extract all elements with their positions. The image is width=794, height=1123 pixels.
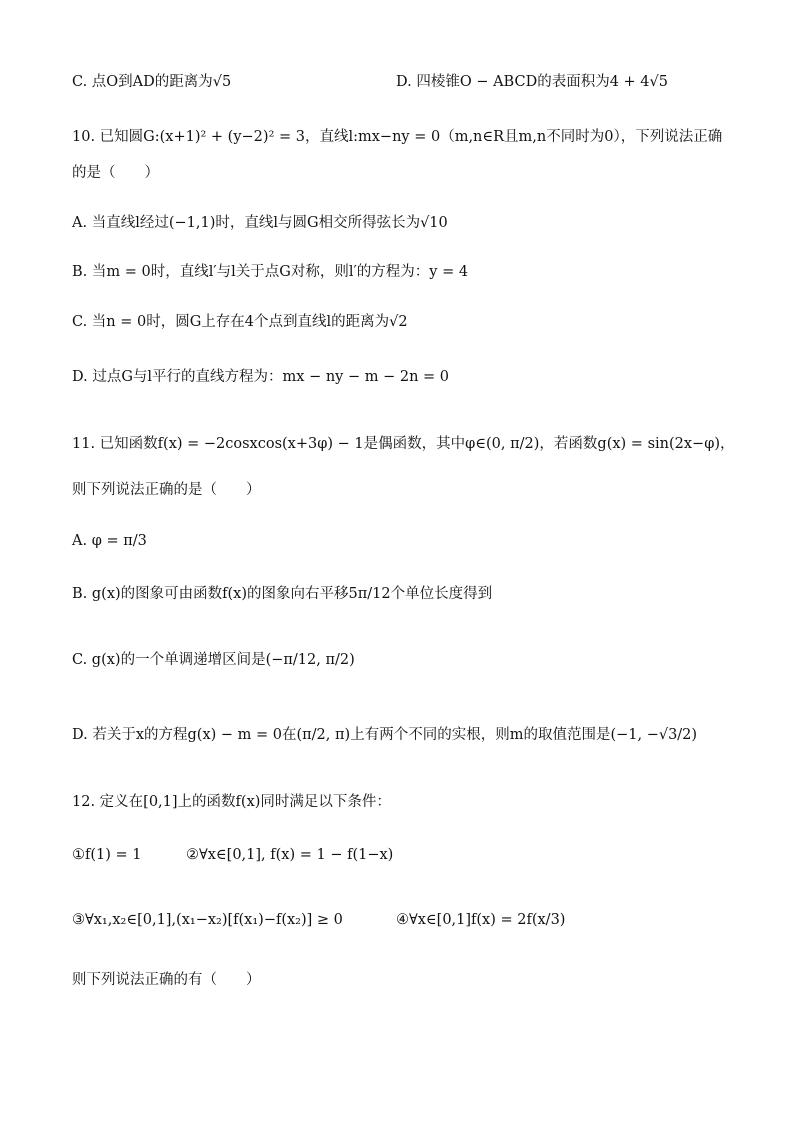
q12-condition-2: [186, 845, 393, 865]
q11-stem-line1: [72, 434, 735, 454]
q11-option-a: [72, 531, 147, 551]
q9-option-d-text: D. 四棱锥O − ABCD的表面积为4 + 4√5: [396, 74, 668, 90]
q12-condition-4: [396, 910, 565, 930]
q12-tail-text: 则下列说法正确的有（ ）: [72, 972, 261, 988]
q10-option-a-text: A. 当直线l经过(−1,1)时，直线l与圆G相交所得弦长为√10: [72, 215, 448, 231]
q12-tail: [72, 970, 261, 990]
q11-option-b: [72, 584, 492, 604]
q10-stem-line1-text: 10. 已知圆G:(x+1)² + (y−2)² = 3，直线l:mx−ny = 0（m,n∈R且m,n不同时为0），下列说法正确: [72, 129, 723, 145]
q10-option-d: [72, 367, 449, 387]
q10-option-c: [72, 312, 408, 332]
q10-option-a: [72, 213, 448, 233]
q9-option-c-text: C. 点O到AD的距离为√5: [72, 74, 232, 90]
q11-option-b-text: B. g(x)的图象可由函数f(x)的图象向右平移5π/12个单位长度得到: [72, 586, 493, 602]
q11-option-c: [72, 650, 355, 670]
q11-stem-line2-text: 则下列说法正确的是（ ）: [72, 482, 261, 498]
q12-condition-4-text: ④∀x∈[0,1]f(x) = 2f(x/3): [396, 912, 566, 928]
q12-stem-text: 12. 定义在[0,1]上的函数f(x)同时满足以下条件：: [72, 794, 391, 810]
q12-condition-3: [72, 910, 343, 930]
q11-stem-line2: [72, 480, 261, 500]
q11-option-c-text: C. g(x)的一个单调递增区间是(−π/12, π/2): [72, 652, 355, 668]
q10-stem-line2: [72, 163, 159, 183]
q12-condition-2-text: ②∀x∈[0,1], f(x) = 1 − f(1−x): [186, 847, 394, 863]
q10-option-b-text: B. 当m = 0时，直线l′与l关于点G对称，则l′的方程为：y = 4: [72, 264, 469, 280]
q10-option-c-text: C. 当n = 0时，圆G上存在4个点到直线l的距离为√2: [72, 314, 408, 330]
q12-stem: [72, 792, 391, 812]
q11-stem-line1-text: 11. 已知函数f(x) = −2cosxcos(x+3φ) − 1是偶函数，其中φ∈(0, π/2)，若函数g(x) = sin(2x−φ)，: [72, 436, 735, 452]
q10-option-b: [72, 262, 468, 282]
q11-option-d-text: D. 若关于x的方程g(x) − m = 0在(π/2, π)上有两个不同的实根，则m的取值范围是(−1, −√3/2): [72, 727, 698, 743]
q11-option-d: [72, 725, 697, 745]
q12-condition-1-text: ①f(1) = 1: [72, 847, 142, 863]
q10-stem-line2-text: 的是（ ）: [72, 165, 159, 181]
q9-option-c: [72, 72, 231, 92]
q10-stem-line1: [72, 127, 722, 147]
q10-option-d-text: D. 过点G与l平行的直线方程为：mx − ny − m − 2n = 0: [72, 369, 450, 385]
q11-option-a-text: A. φ = π/3: [72, 533, 147, 549]
q12-condition-3-text: ③∀x₁,x₂∈[0,1],(x₁−x₂)[f(x₁)−f(x₂)] ≥ 0: [72, 912, 343, 928]
q12-condition-1: [72, 845, 142, 865]
q9-option-d: [396, 72, 668, 92]
